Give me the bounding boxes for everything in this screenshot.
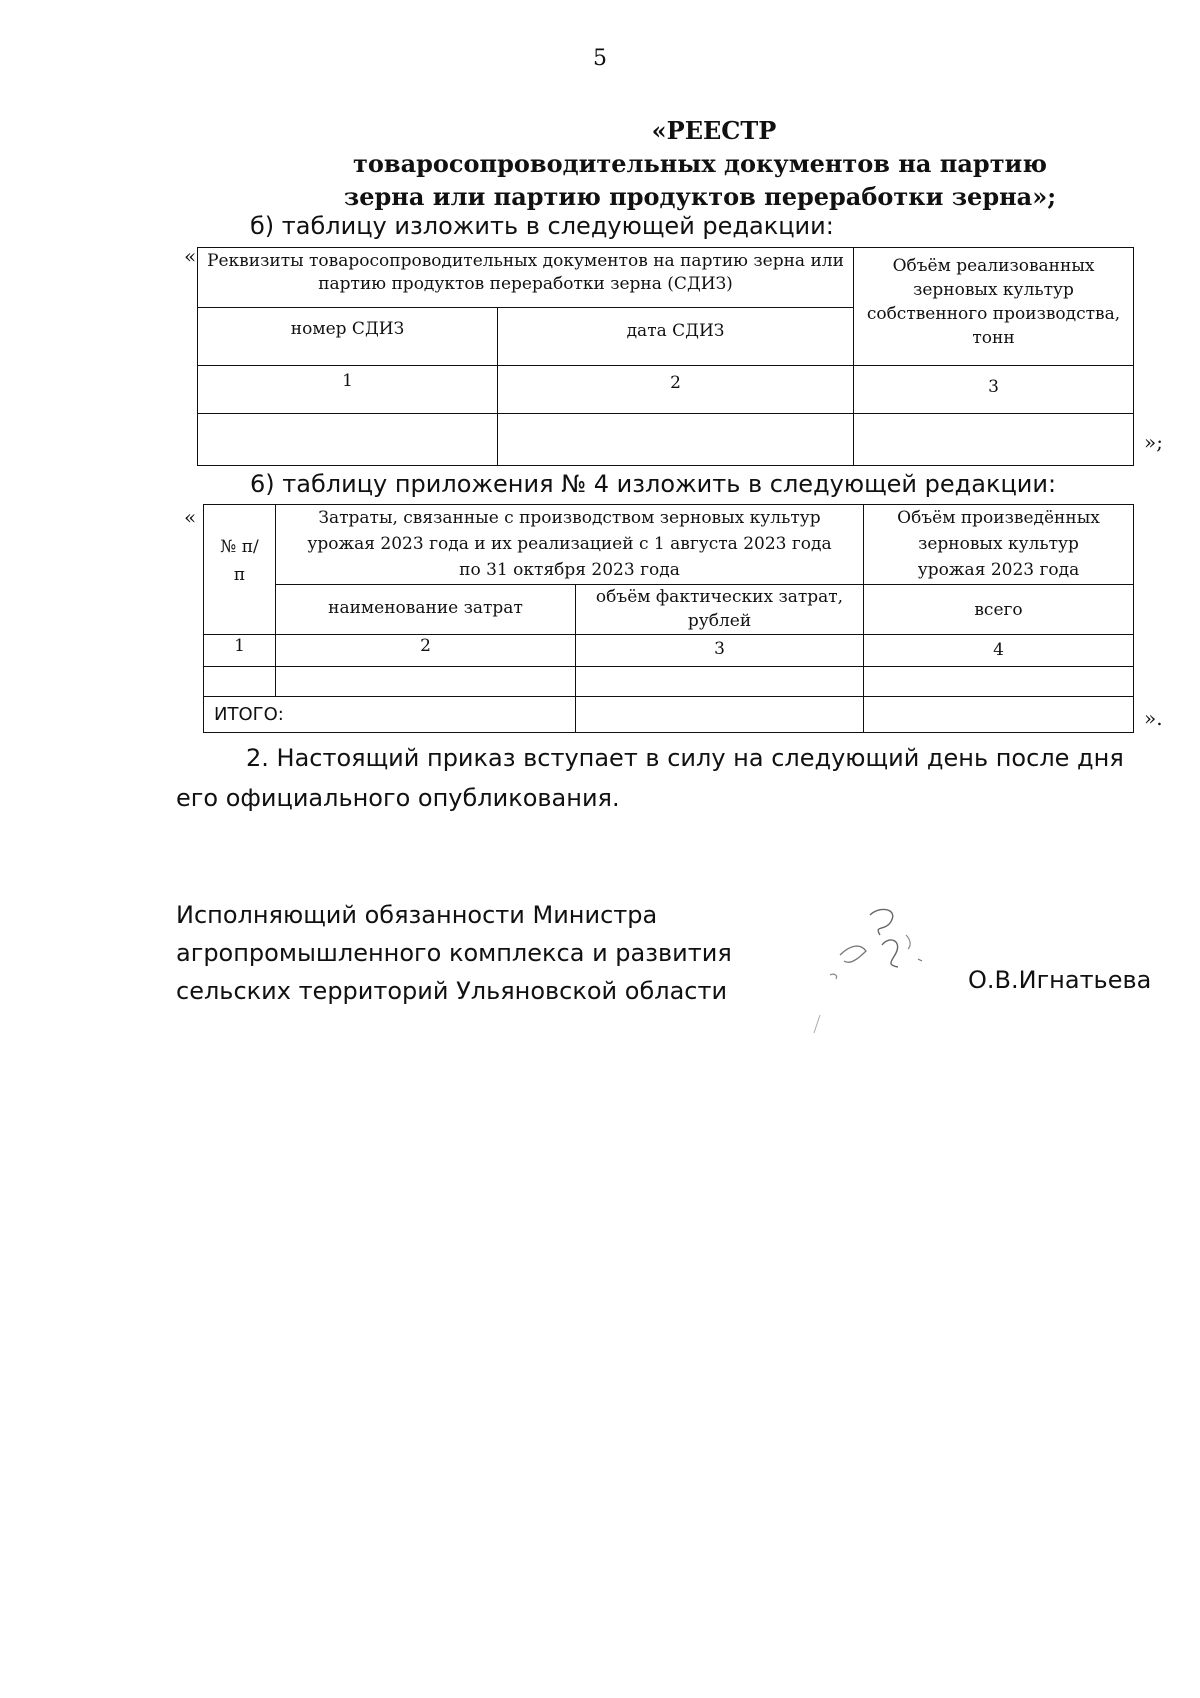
- table1-open-quote: «: [184, 244, 197, 268]
- table1-close-mark: »;: [1144, 430, 1163, 454]
- costs-colnum-4: 4: [864, 635, 1134, 667]
- intro-paragraph-b: б) таблицу изложить в следующей редакции:: [250, 212, 834, 240]
- table2-open-quote: «: [184, 505, 197, 529]
- sdiz-empty-cell-2: [498, 414, 854, 466]
- costs-header-produced: Объём произведённых зерновых культур урожая 2023 года: [864, 505, 1134, 585]
- costs-empty-cell-4: [864, 667, 1134, 697]
- costs-subheader-name: наименование затрат: [276, 585, 576, 635]
- signatory-position-line1: Исполняющий обязанности Министра: [176, 901, 658, 929]
- sdiz-empty-cell-1: [198, 414, 498, 466]
- registry-title: [340, 114, 1060, 213]
- costs-header-main: Затраты, связанные с производством зерновых культур урожая 2023 года и их реализацией с 1 августа 2023 года по 31 октября 2023 года: [276, 505, 864, 585]
- costs-total-amount: [576, 697, 864, 733]
- costs-empty-cell-3: [576, 667, 864, 697]
- clause-2: 2. Настоящий приказ вступает в силу на следующий день после дня его официального опубликования.: [176, 744, 1124, 812]
- table2-close-mark: ».: [1144, 706, 1163, 730]
- sdiz-table: [197, 247, 1134, 466]
- signatory-position-line3: сельских территорий Ульяновской области: [176, 977, 728, 1005]
- costs-colnum-3: 3: [576, 635, 864, 667]
- registry-title-line1: «РЕЕСТР: [651, 116, 777, 145]
- signatory-position: [176, 896, 732, 1010]
- costs-subheader-total: всего: [864, 585, 1134, 635]
- page-number: 5: [593, 46, 607, 71]
- sdiz-header-main: Реквизиты товаросопроводительных документов на партию зерна или партию продуктов переработки зерна (СДИЗ): [198, 248, 854, 308]
- costs-colnum-1: 1: [204, 635, 276, 667]
- intro-paragraph-v: 6) таблицу приложения № 4 изложить в следующей редакции:: [250, 470, 1057, 498]
- costs-total-volume: [864, 697, 1134, 733]
- sdiz-header-volume: Объём реализованных зерновых культур собственного производства, тонн: [854, 248, 1134, 366]
- costs-empty-cell-1: [204, 667, 276, 697]
- sdiz-colnum-3: 3: [854, 366, 1134, 414]
- signer-name: О.В.Игнатьева: [968, 966, 1152, 994]
- costs-total-label: ИТОГО:: [204, 697, 576, 733]
- registry-title-line3: зерна или партию продуктов переработки зерна»;: [343, 182, 1057, 211]
- sdiz-colnum-2: 2: [498, 366, 854, 414]
- signatory-position-line2: агропромышленного комплекса и развития: [176, 939, 732, 967]
- sdiz-subheader-date: дата СДИЗ: [498, 308, 854, 366]
- sdiz-subheader-number: номер СДИЗ: [198, 308, 498, 366]
- costs-colnum-2: 2: [276, 635, 576, 667]
- costs-empty-cell-2: [276, 667, 576, 697]
- costs-table: [203, 504, 1134, 733]
- registry-title-line2: товаросопроводительных документов на партию: [353, 149, 1047, 178]
- handwritten-signature-icon: [810, 895, 950, 1035]
- sdiz-colnum-1: 1: [198, 366, 498, 414]
- costs-subheader-amount: объём фактических затрат, рублей: [576, 585, 864, 635]
- costs-header-number: № п/п: [204, 505, 276, 635]
- sdiz-empty-cell-3: [854, 414, 1134, 466]
